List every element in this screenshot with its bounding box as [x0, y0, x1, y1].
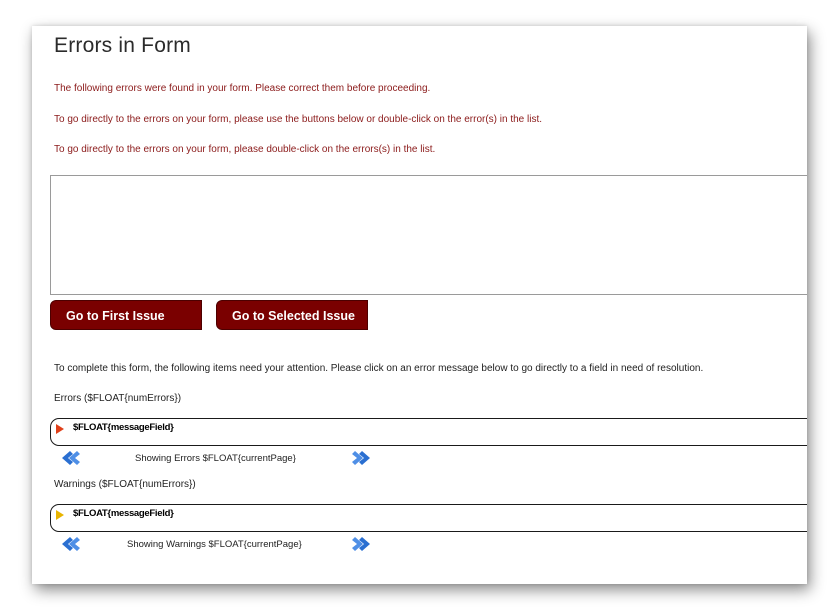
warning-message-row[interactable] — [50, 504, 807, 532]
instruction-text: To complete this form, the following items need your attention. Please click on an error message below to go directly to a field in need of resolution. — [54, 363, 704, 374]
errors-header: Errors ($FLOAT{numErrors}) — [54, 393, 182, 404]
errors-dialog — [32, 26, 807, 584]
error-message-buttons-hint: To go directly to the errors on your form, please use the buttons below or double-click on the error(s) in the list. — [54, 114, 543, 125]
error-arrow-icon — [56, 424, 64, 434]
error-message-doubleclick-hint: To go directly to the errors on your form, please double-click on the errors(s) in the list. — [54, 144, 436, 155]
warning-message-field: $FLOAT{messageField} — [73, 508, 174, 519]
errors-prev-page-icon[interactable] — [60, 450, 80, 466]
errors-next-page-icon[interactable] — [352, 450, 372, 466]
go-to-selected-issue-button[interactable]: Go to Selected Issue — [216, 300, 368, 330]
warnings-next-page-icon[interactable] — [352, 536, 372, 552]
errors-pager-text: Showing Errors $FLOAT{currentPage} — [135, 453, 296, 464]
error-message-intro: The following errors were found in your form. Please correct them before proceeding. — [54, 83, 431, 94]
warning-arrow-icon — [56, 510, 64, 520]
error-message-field: $FLOAT{messageField} — [73, 422, 174, 433]
go-to-first-issue-button[interactable]: Go to First Issue — [50, 300, 202, 330]
warnings-prev-page-icon[interactable] — [60, 536, 80, 552]
issues-listbox[interactable] — [50, 175, 807, 295]
dialog-title: Errors in Form — [54, 34, 191, 57]
warnings-header: Warnings ($FLOAT{numErrors}) — [54, 479, 196, 490]
warnings-pager-text: Showing Warnings $FLOAT{currentPage} — [127, 539, 302, 550]
error-message-row[interactable] — [50, 418, 807, 446]
